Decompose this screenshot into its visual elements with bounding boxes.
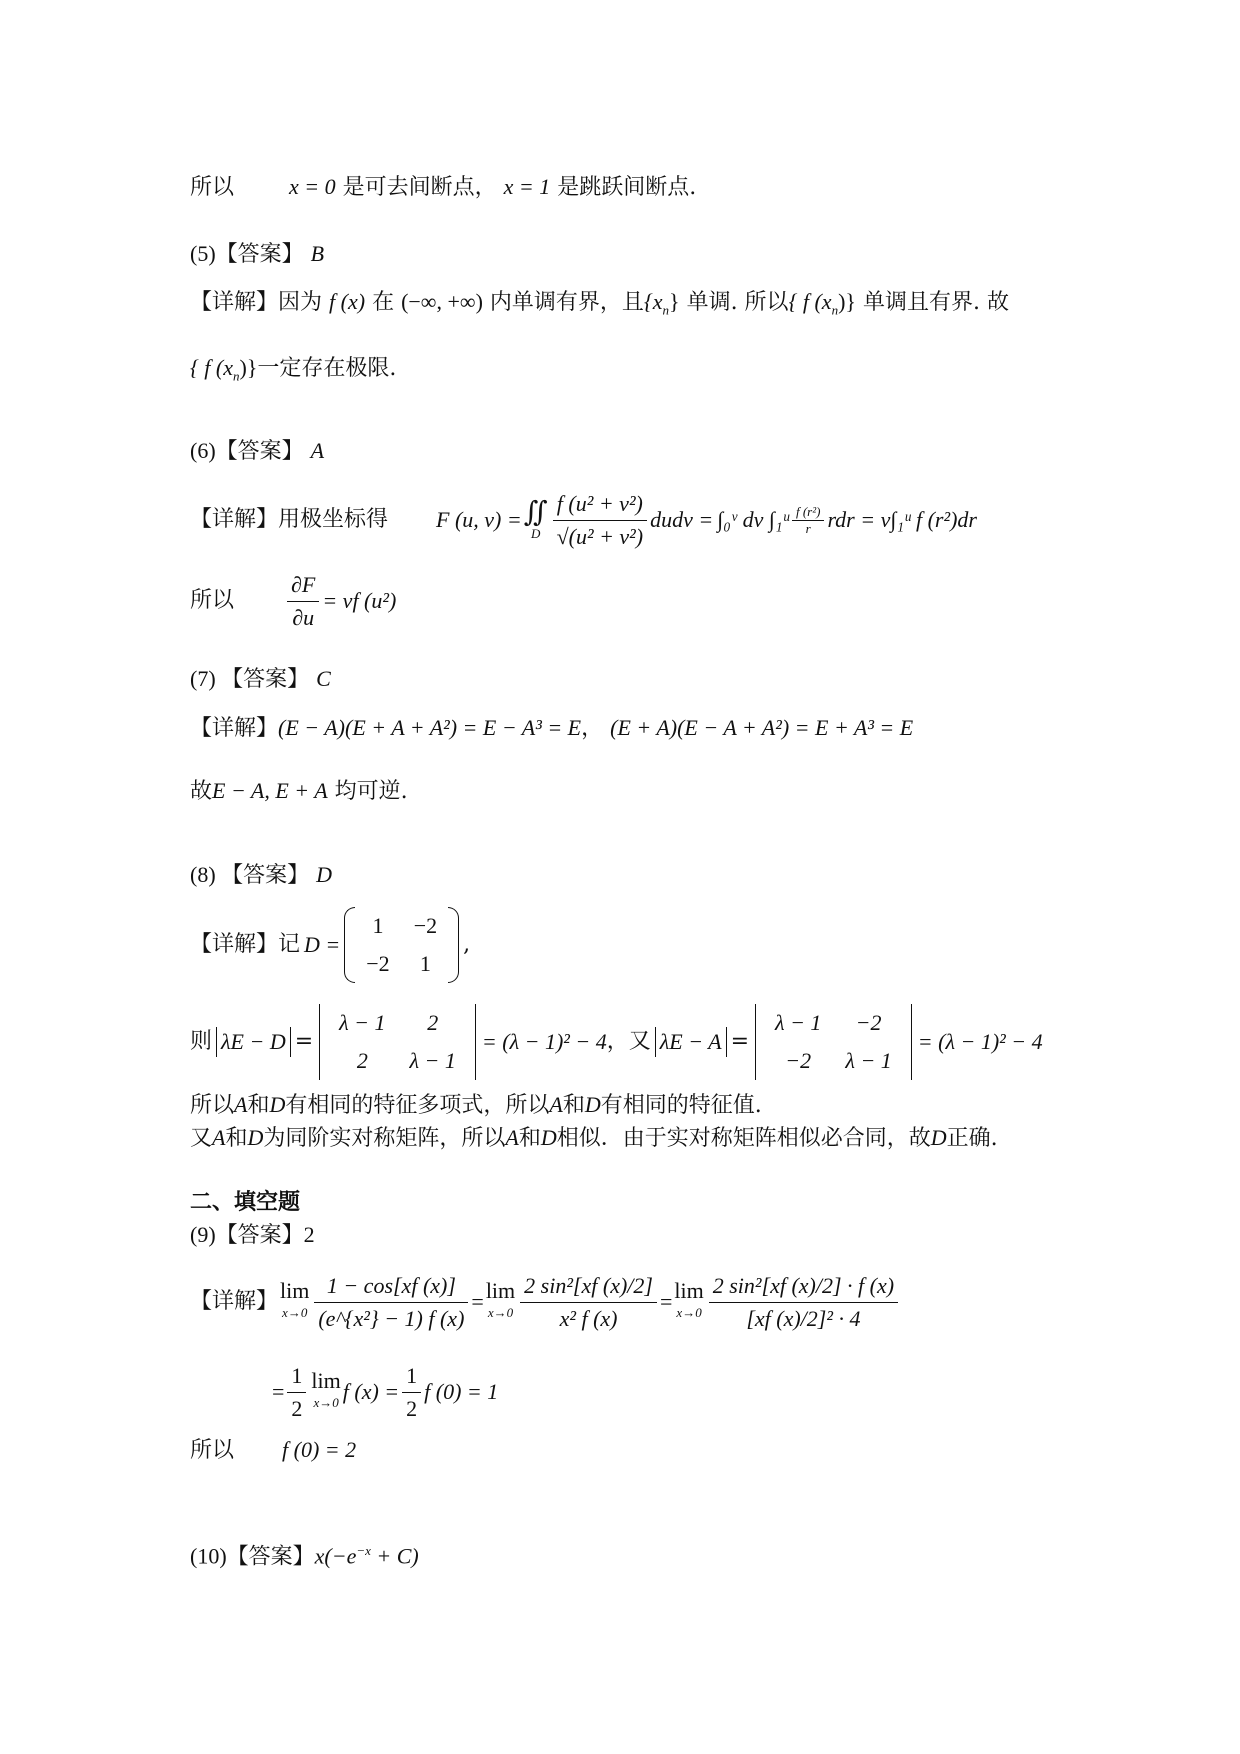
- text: 和: [247, 1093, 270, 1118]
- math-expr: }: [669, 289, 680, 314]
- subscript: n: [831, 302, 839, 318]
- numerator: f (u² + v²): [553, 488, 648, 521]
- math-expr: f (x) =: [342, 1379, 400, 1404]
- answer-6: [190, 436, 324, 467]
- answer-value: C: [316, 666, 331, 691]
- math-expr: D: [584, 1092, 601, 1117]
- determinant-2: [753, 1004, 914, 1080]
- text: 是跳跃间断点.: [557, 175, 697, 200]
- lim-under: x→0: [313, 1395, 339, 1410]
- answer-value: A: [310, 438, 325, 463]
- text: 正确.: [946, 1126, 998, 1151]
- text: 因为: [278, 290, 323, 315]
- fraction-small: [792, 504, 824, 537]
- domain-label: D: [530, 526, 541, 541]
- text: 有相同的特征多项式，所以: [285, 1093, 550, 1118]
- math-expr: ∫₀ᵛ dv ∫₁ᵘ: [717, 507, 789, 532]
- text: 单调且有界. 故: [862, 290, 1009, 315]
- fraction: [520, 1270, 657, 1335]
- math-expr: )}: [239, 355, 258, 380]
- conclusion-7: [190, 776, 408, 807]
- denominator: 2: [291, 1395, 303, 1421]
- detail-5-cont: [190, 353, 396, 391]
- text: 故: [190, 779, 213, 804]
- matrix-cell: 1: [372, 913, 384, 938]
- text: 单调. 所以: [686, 290, 789, 315]
- text: 是可去间断点，: [342, 175, 497, 200]
- math-expr: A: [234, 1092, 248, 1117]
- text: 所以: [190, 1438, 235, 1463]
- math-expr: E − A, E + A: [212, 778, 328, 803]
- answer-value: x(−e: [314, 1543, 357, 1569]
- detail-tag: 【详解】: [190, 507, 279, 532]
- limit: [486, 1280, 515, 1324]
- answer-value: B: [310, 241, 325, 266]
- explain-8a: [190, 1090, 762, 1121]
- math-expr: x = 0: [289, 174, 336, 199]
- math-expr: D: [930, 1125, 947, 1150]
- numerator: ∂F: [287, 569, 319, 602]
- answer-label: (7) 【答案】: [190, 666, 310, 691]
- answer-label: (9)【答案】: [190, 1222, 304, 1247]
- math-expr: λE − A: [655, 1027, 727, 1057]
- fraction: [553, 488, 648, 553]
- fraction: [709, 1270, 898, 1335]
- numerator: 2 sin²[xf (x)/2]: [520, 1270, 657, 1303]
- subscript: n: [662, 302, 669, 318]
- detail-9: [190, 1262, 901, 1342]
- explain-8b: [190, 1123, 998, 1154]
- text: 有相同的特征值.: [600, 1093, 762, 1118]
- detail-tag: 【详解】: [190, 290, 279, 315]
- equals: =: [272, 1379, 285, 1404]
- fraction-partial: [287, 569, 319, 634]
- answer-5: [190, 239, 324, 270]
- answer-value: + C): [370, 1543, 419, 1569]
- numerator: 2 sin²[xf (x)/2] · f (x): [709, 1270, 898, 1303]
- numerator: 1: [287, 1360, 306, 1393]
- math-expr: (−∞, +∞): [401, 289, 483, 314]
- math-expr: A: [505, 1125, 519, 1150]
- answer-label: (5)【答案】: [190, 241, 304, 266]
- numerator: 1: [402, 1360, 421, 1393]
- numerator: 1 − cos[xf (x)]: [314, 1270, 468, 1303]
- determinants-8: 则 λE − D = λ − 1 2 2 λ − 1 = (λ − 1)² − 4 ，又 λE − A = λ − 1 −2 −2 λ − 1 = (λ − 1)² − 4: [190, 1000, 1043, 1084]
- lim-label: lim: [311, 1368, 341, 1393]
- double-integral-icon: ∬: [523, 497, 548, 528]
- math-expr: λE − D: [216, 1027, 291, 1057]
- lim-label: lim: [674, 1278, 704, 1303]
- equals: =: [471, 1289, 484, 1314]
- math-expr: = (λ − 1)² − 4: [481, 1029, 607, 1054]
- so-9: [190, 1435, 356, 1466]
- denominator: 2: [406, 1395, 418, 1421]
- equals: =: [659, 1289, 673, 1314]
- numerator: f (r²): [792, 504, 824, 521]
- subscript: n: [233, 368, 240, 384]
- limit: [311, 1370, 340, 1414]
- matrix-cell: 1: [419, 951, 431, 976]
- text: 在: [372, 290, 395, 315]
- math-expr: D: [269, 1092, 286, 1117]
- math-expr: { f (x: [190, 355, 234, 380]
- math-expr: f (0) = 2: [282, 1437, 357, 1462]
- math-expr: f (0) = 1: [424, 1379, 499, 1404]
- math-expr: = (λ − 1)² − 4: [917, 1029, 1043, 1054]
- answer-value: 2: [303, 1222, 315, 1247]
- denominator: (e^{x²} − 1) f (x): [318, 1305, 465, 1331]
- math-expr: )}: [838, 289, 856, 314]
- text: 则: [190, 1029, 213, 1054]
- answer-label: (8) 【答案】: [190, 862, 310, 887]
- so-6: [190, 566, 396, 636]
- text: 记: [278, 932, 301, 957]
- math-expr: D =: [304, 932, 341, 957]
- text: 又: [190, 1126, 213, 1151]
- text: ，又: [606, 1029, 651, 1054]
- lim-under: x→0: [676, 1305, 702, 1320]
- detail-tag: 【详解】: [190, 1289, 279, 1314]
- text: 和: [518, 1126, 541, 1151]
- math-expr: A: [212, 1125, 226, 1150]
- math-expr: (E − A)(E + A + A²) = E − A³ = E: [278, 715, 582, 740]
- detail-7: [190, 713, 913, 744]
- matrix-cell: −2: [413, 913, 438, 938]
- lim-label: lim: [280, 1278, 310, 1303]
- math-expr: F (u, v) =: [436, 507, 522, 532]
- answer-8: [190, 860, 332, 891]
- lim-under: x→0: [487, 1305, 514, 1320]
- math-expr: (E + A)(E − A + A²) = E + A³ = E: [610, 715, 914, 740]
- line-discontinuity: [190, 172, 696, 203]
- math-expr: { f (x: [788, 289, 832, 314]
- text: 相似．由于实对称矩阵相似必合同，故: [556, 1126, 931, 1151]
- text: 为同阶实对称矩阵，所以: [263, 1126, 506, 1151]
- detail-8: [190, 903, 470, 987]
- text: 和: [562, 1093, 585, 1118]
- answer-label: (10)【答案】: [190, 1543, 315, 1569]
- limit: [674, 1280, 703, 1324]
- denominator: √(u² + v²): [556, 523, 644, 549]
- math-expr: {x: [643, 289, 663, 314]
- denominator: [xf (x)/2]² · 4: [746, 1305, 861, 1331]
- detail-6: [190, 480, 977, 560]
- matrix-cell: 2: [356, 1048, 368, 1073]
- detail-5: [190, 287, 1009, 325]
- detail-9-cont: [272, 1352, 498, 1432]
- math-expr: x = 1: [503, 174, 551, 199]
- math-expr: A: [549, 1092, 563, 1117]
- matrix-cell: λ − 1: [409, 1048, 456, 1073]
- text: ,: [463, 932, 471, 957]
- section-title: 二、填空题: [190, 1190, 301, 1215]
- matrix-D: [344, 907, 459, 983]
- denominator: x² f (x): [559, 1305, 618, 1331]
- math-expr: D: [247, 1125, 264, 1150]
- text: 一定存在极限.: [257, 356, 397, 381]
- math-expr: dudv =: [650, 507, 714, 532]
- answer-10: [190, 1536, 419, 1572]
- lim-under: x→0: [282, 1305, 308, 1320]
- matrix-cell: −2: [855, 1010, 882, 1035]
- matrix-cell: λ − 1: [845, 1048, 892, 1073]
- answer-label: (6)【答案】: [190, 438, 304, 463]
- fraction: [314, 1270, 468, 1335]
- detail-tag: 【详解】: [190, 932, 279, 957]
- text: ，: [581, 716, 604, 741]
- text: 内单调有界，且: [489, 290, 644, 315]
- matrix-cell: 2: [427, 1010, 439, 1035]
- math-expr: f (x): [329, 289, 366, 314]
- matrix-cell: λ − 1: [339, 1010, 386, 1035]
- answer-7: [190, 664, 331, 695]
- denominator: r: [805, 520, 811, 536]
- matrix-cell: λ − 1: [775, 1010, 822, 1035]
- math-expr: D: [540, 1125, 557, 1150]
- determinant-1: [317, 1004, 478, 1080]
- answer-9: [190, 1220, 315, 1251]
- text: 和: [225, 1126, 248, 1151]
- lim-label: lim: [485, 1278, 516, 1303]
- math-expr: rdr = v∫₁ᵘ f (r²)dr: [827, 507, 977, 532]
- denominator: ∂u: [292, 604, 315, 630]
- matrix-cell: −2: [785, 1048, 812, 1073]
- fraction-half: [287, 1360, 306, 1425]
- matrix-cell: −2: [366, 951, 390, 976]
- answer-value: D: [316, 862, 333, 887]
- text: 用极坐标得: [278, 507, 389, 532]
- limit: [280, 1280, 309, 1324]
- detail-tag: 【详解】: [190, 716, 279, 741]
- text: 所以: [190, 1093, 235, 1118]
- superscript: −x: [356, 1543, 371, 1558]
- text: 所以: [190, 588, 235, 613]
- fraction-half: [402, 1360, 421, 1425]
- text: 所以: [190, 175, 235, 200]
- text: 均可逆.: [334, 779, 408, 804]
- math-expr: = vf (u²): [322, 588, 397, 613]
